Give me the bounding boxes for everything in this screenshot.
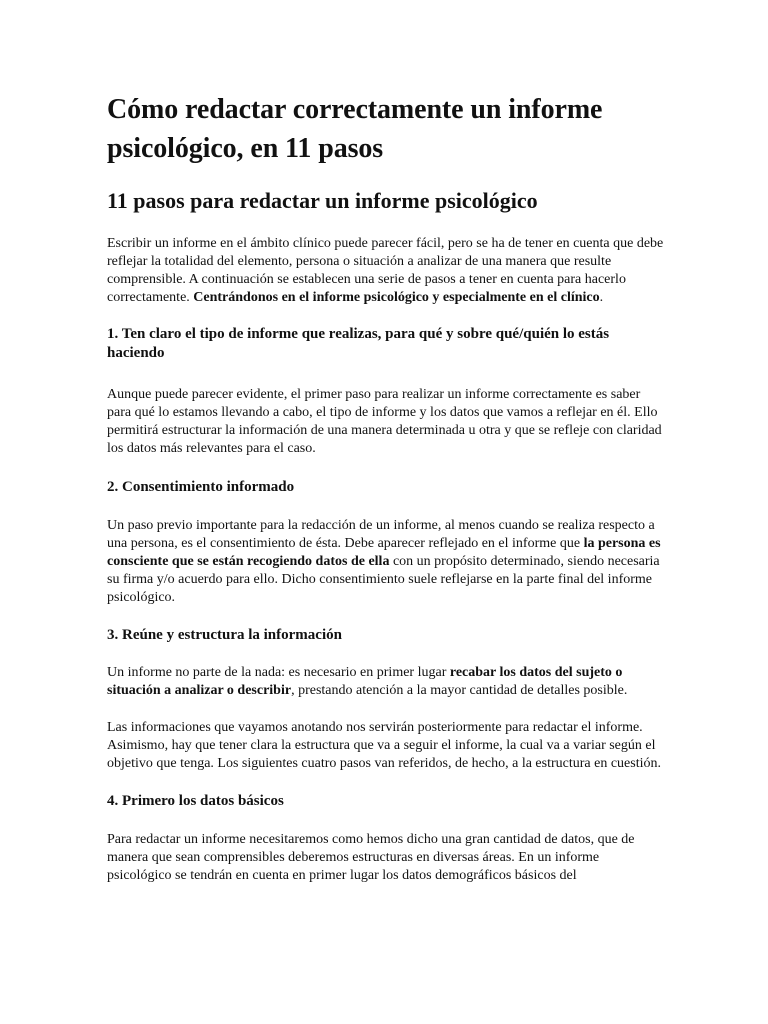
- section-2-text-start: Un paso previo importante para la redacción de un informe, al menos cuando se realiza respecto a una persona, es el consentimiento de ésta. Debe aparecer reflejado en el informe que: [107, 518, 655, 551]
- section-3-text-start: Un informe no parte de la nada: es necesario en primer lugar: [107, 665, 450, 680]
- intro-end: .: [599, 290, 604, 305]
- section-2-paragraph: [107, 517, 667, 607]
- section-3-bold-text: recabar los datos del sujeto o situación a analizar o describir: [107, 665, 623, 698]
- intro-text: Escribir un informe en el ámbito clínico puede parecer fácil, pero se ha de tener en cuenta que debe reflejar la totalidad del elemento, persona o situación a analizar de una manera que resulte comprensible. A continuación se establecen una serie de pasos a tener en cuenta para hacerlo correctamente.: [107, 236, 664, 305]
- document-subtitle: 11 pasos para redactar un informe psicológico: [107, 188, 538, 213]
- intro-bold-text: Centrándonos en el informe psicológico y especialmente en el clínico: [193, 290, 600, 305]
- section-1-heading: 1. Ten claro el tipo de informe que realizas, para qué y sobre qué/quién lo estás haciendo: [107, 326, 610, 361]
- intro-paragraph: [107, 235, 667, 307]
- section-2-bold-text: la persona es consciente que se están recogiendo datos de ella: [107, 536, 661, 569]
- section-3-paragraph-1: [107, 664, 667, 700]
- document-title: Cómo redactar correctamente un informe psicológico, en 11 pasos: [107, 94, 603, 164]
- section-4-paragraph: Para redactar un informe necesitaremos como hemos dicho una gran cantidad de datos, que de manera que sean comprensibles deberemos estructuras en diversas áreas. En un informe psicológico se tendrán en cuenta en primer lugar los datos demográficos básicos del: [107, 832, 635, 883]
- section-3-text-end: , prestando atención a la mayor cantidad de detalles posible.: [291, 683, 628, 698]
- section-1-paragraph: Aunque puede parecer evidente, el primer paso para realizar un informe correctamente es saber para qué lo estamos llevando a cabo, el tipo de informe y los datos que vamos a reflejar en él. Ello permitirá estructurar la información de una manera determinada u otra y que se refleje con claridad los datos más relevantes para el caso.: [107, 387, 662, 456]
- section-4-heading: 4. Primero los datos básicos: [107, 793, 284, 809]
- section-2-heading: 2. Consentimiento informado: [107, 479, 295, 495]
- section-3-heading: 3. Reúne y estructura la información: [107, 627, 342, 643]
- section-3-paragraph-2: Las informaciones que vayamos anotando nos servirán posteriormente para redactar el informe. Asimismo, hay que tener clara la estructura que va a seguir el informe, la cual va a variar según el objetivo que tenga. Los siguientes cuatro pasos van referidos, de hecho, a la estructura en cuestión.: [107, 720, 661, 771]
- section-2-text-end: con un propósito determinado, siendo necesaria su firma y/o acuerdo para ello. Dicho consentimiento suele reflejarse en la parte final del informe psicológico.: [107, 554, 660, 605]
- document-content: [107, 90, 667, 885]
